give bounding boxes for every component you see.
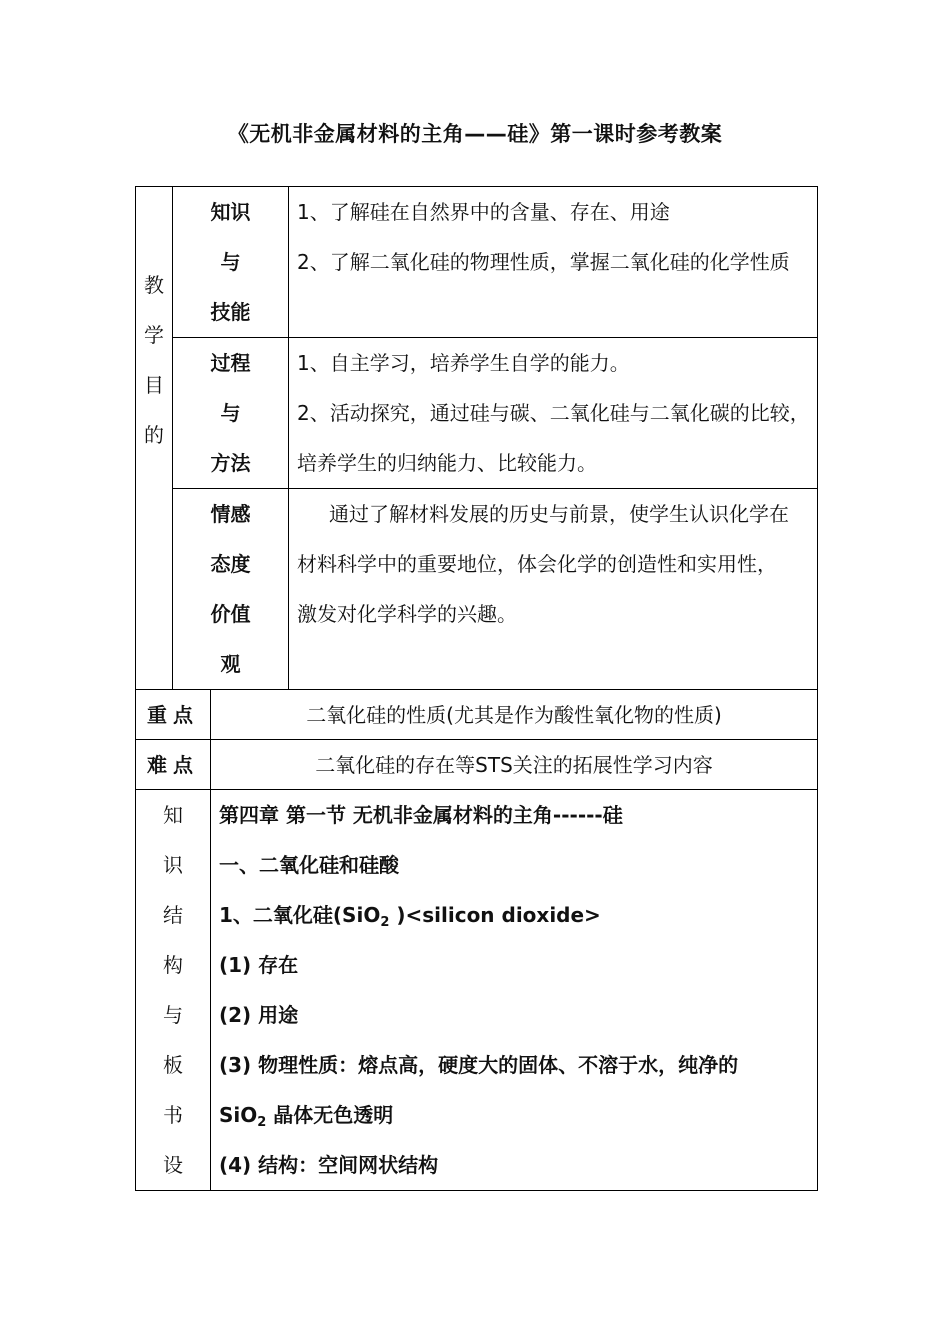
- sublabel-line: 与: [220, 250, 241, 274]
- objectives-label-char: 学: [144, 323, 164, 347]
- sublabel-line: 情感: [210, 502, 251, 526]
- content-line: 激发对化学科学的兴趣。: [297, 602, 517, 626]
- knowledge-structure-content: [211, 790, 818, 1191]
- point-uses: (2) 用途: [219, 1003, 299, 1027]
- objectives-label: [136, 187, 173, 690]
- sublabel-line: 过程: [210, 351, 251, 375]
- ks-label-char: 板: [163, 1053, 183, 1077]
- knowledge-structure-row: [136, 790, 818, 1191]
- lesson-plan-table: [135, 186, 818, 1191]
- ks-label-char: 设: [163, 1153, 183, 1177]
- subscript: 2: [380, 915, 390, 930]
- item-silicon-dioxide: [219, 890, 817, 940]
- sublabel-line: 方法: [210, 451, 251, 475]
- page-title: 《无机非金属材料的主角——硅》第一课时参考教案: [227, 122, 723, 146]
- sublabel-attitude-values: [173, 489, 289, 690]
- content-line: 培养学生的归纳能力、比较能力。: [297, 451, 597, 475]
- item-text: 1、二氧化硅(SiO: [219, 903, 381, 927]
- sublabel-line: 观: [220, 652, 241, 676]
- section-heading: 一、二氧化硅和硅酸: [219, 853, 399, 877]
- point-physical-properties-cont: [219, 1090, 817, 1140]
- ks-label-char: 构: [163, 953, 183, 977]
- sublabel-line: 价值: [210, 602, 251, 626]
- sublabel-line: 与: [220, 401, 241, 425]
- key-point-row: [136, 690, 818, 740]
- content-line: 2、了解二氧化硅的物理性质，掌握二氧化硅的化学性质: [297, 250, 790, 274]
- point-physical-properties: (3) 物理性质：熔点高，硬度大的固体、不溶于水，纯净的: [219, 1053, 739, 1077]
- chapter-heading: 第四章 第一节 无机非金属材料的主角------硅: [219, 803, 623, 827]
- sublabel-process-methods: [173, 338, 289, 489]
- content-attitude-values: [289, 489, 818, 690]
- difficulty-row: [136, 740, 818, 790]
- difficulty-label: 难点: [136, 740, 211, 790]
- content-knowledge-skills: [289, 187, 818, 338]
- sublabel-line: 技能: [210, 300, 251, 324]
- subscript: 2: [257, 1115, 267, 1130]
- objectives-label-char: 目: [144, 373, 164, 397]
- objectives-label-char: 教: [144, 273, 164, 297]
- sublabel-line: 知识: [210, 200, 251, 224]
- content-line: 通过了解材料发展的历史与前景，使学生认识化学在: [329, 502, 789, 526]
- point-structure: (4) 结构：空间网状结构: [219, 1153, 439, 1177]
- difficulty-content: 二氧化硅的存在等STS关注的拓展性学习内容: [211, 740, 818, 790]
- key-point-content: 二氧化硅的性质(尤其是作为酸性氧化物的性质): [211, 690, 818, 740]
- content-line: 1、自主学习，培养学生自学的能力。: [297, 351, 630, 375]
- ks-label-char: 与: [163, 1003, 183, 1027]
- ks-label-char: 知: [163, 803, 183, 827]
- content-process-methods: [289, 338, 818, 489]
- sublabel-knowledge-skills: [173, 187, 289, 338]
- item-text: 晶体无色透明: [266, 1103, 394, 1127]
- content-line: 材料科学中的重要地位，体会化学的创造性和实用性，: [297, 552, 777, 576]
- knowledge-structure-label: [136, 790, 211, 1191]
- point-existence: (1) 存在: [219, 953, 299, 977]
- objective-row-knowledge: [136, 187, 818, 338]
- item-text: SiO: [219, 1103, 258, 1127]
- content-line: 1、了解硅在自然界中的含量、存在、用途: [297, 200, 670, 224]
- content-line: 2、活动探究，通过硅与碳、二氧化硅与二氧化碳的比较，: [297, 401, 810, 425]
- objective-row-process: [136, 338, 818, 489]
- key-point-label: 重点: [136, 690, 211, 740]
- ks-label-char: 识: [163, 853, 183, 877]
- item-text: )<silicon dioxide>: [389, 903, 601, 927]
- objective-row-attitude: [136, 489, 818, 690]
- objectives-label-char: 的: [144, 423, 164, 447]
- sublabel-line: 态度: [210, 552, 251, 576]
- ks-label-char: 书: [163, 1103, 183, 1127]
- ks-label-char: 结: [163, 903, 183, 927]
